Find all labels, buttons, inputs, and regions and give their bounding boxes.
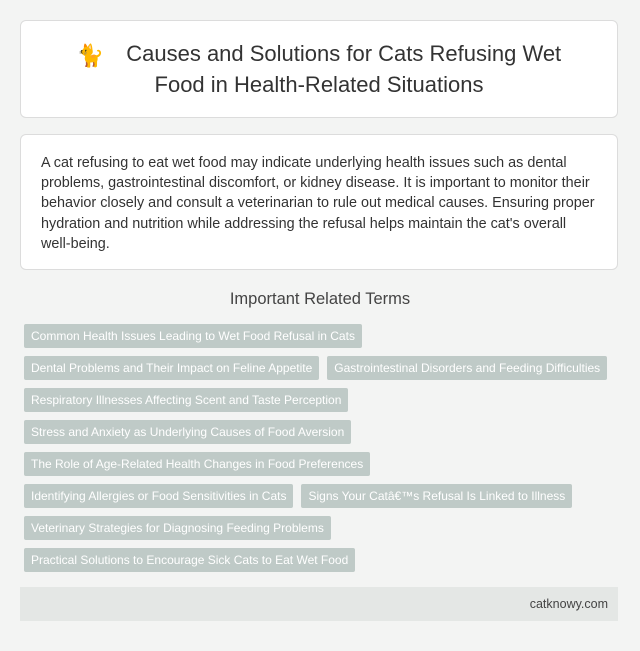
tag-row [24,452,624,476]
intro-text: A cat refusing to eat wet food may indicate underlying health issues such as dental problems, gastrointestinal discomfort, or kidney disease. It is important to monitor their behavior closely and consult a veterinarian to rule out medical causes. Ensuring proper hydration and nutrition while addressing the refusal helps maintain the cat's overall well-being. [41,155,595,252]
related-term-tag[interactable]: Respiratory Illnesses Affecting Scent and Taste Perception [24,388,348,412]
tag-row [24,324,624,348]
tag-row [24,484,624,508]
title-card [20,20,618,118]
tag-row [24,420,624,444]
tag-row [24,516,624,540]
related-term-tag[interactable]: Veterinary Strategies for Diagnosing Feeding Problems [24,516,331,540]
related-term-tag[interactable]: Practical Solutions to Encourage Sick Cats to Eat Wet Food [24,548,355,572]
page-title-text: Causes and Solutions for Cats Refusing Wet Food in Health-Related Situations [126,41,562,97]
related-term-tag[interactable]: Signs Your Catâ€™s Refusal Is Linked to Illness [301,484,572,508]
footer [20,587,618,621]
related-term-tag[interactable]: Stress and Anxiety as Underlying Causes of Food Aversion [24,420,351,444]
related-term-tag[interactable]: The Role of Age-Related Health Changes in Food Preferences [24,452,370,476]
tag-row [24,356,624,380]
tag-row [24,548,624,572]
related-term-tag[interactable]: Dental Problems and Their Impact on Feline Appetite [24,356,319,380]
related-term-tag[interactable]: Common Health Issues Leading to Wet Food Refusal in Cats [24,324,362,348]
related-term-tag[interactable]: Identifying Allergies or Food Sensitivities in Cats [24,484,293,508]
tag-row [24,388,624,412]
intro-card [20,134,618,270]
related-terms-heading: Important Related Terms [229,290,411,308]
related-term-tag[interactable]: Gastrointestinal Disorders and Feeding Difficulties [327,356,607,380]
cat-icon: 🐈 [76,43,105,68]
page-title [51,39,587,99]
related-terms-list [24,324,624,580]
footer-site-link[interactable]: catknowy.com [529,597,608,611]
